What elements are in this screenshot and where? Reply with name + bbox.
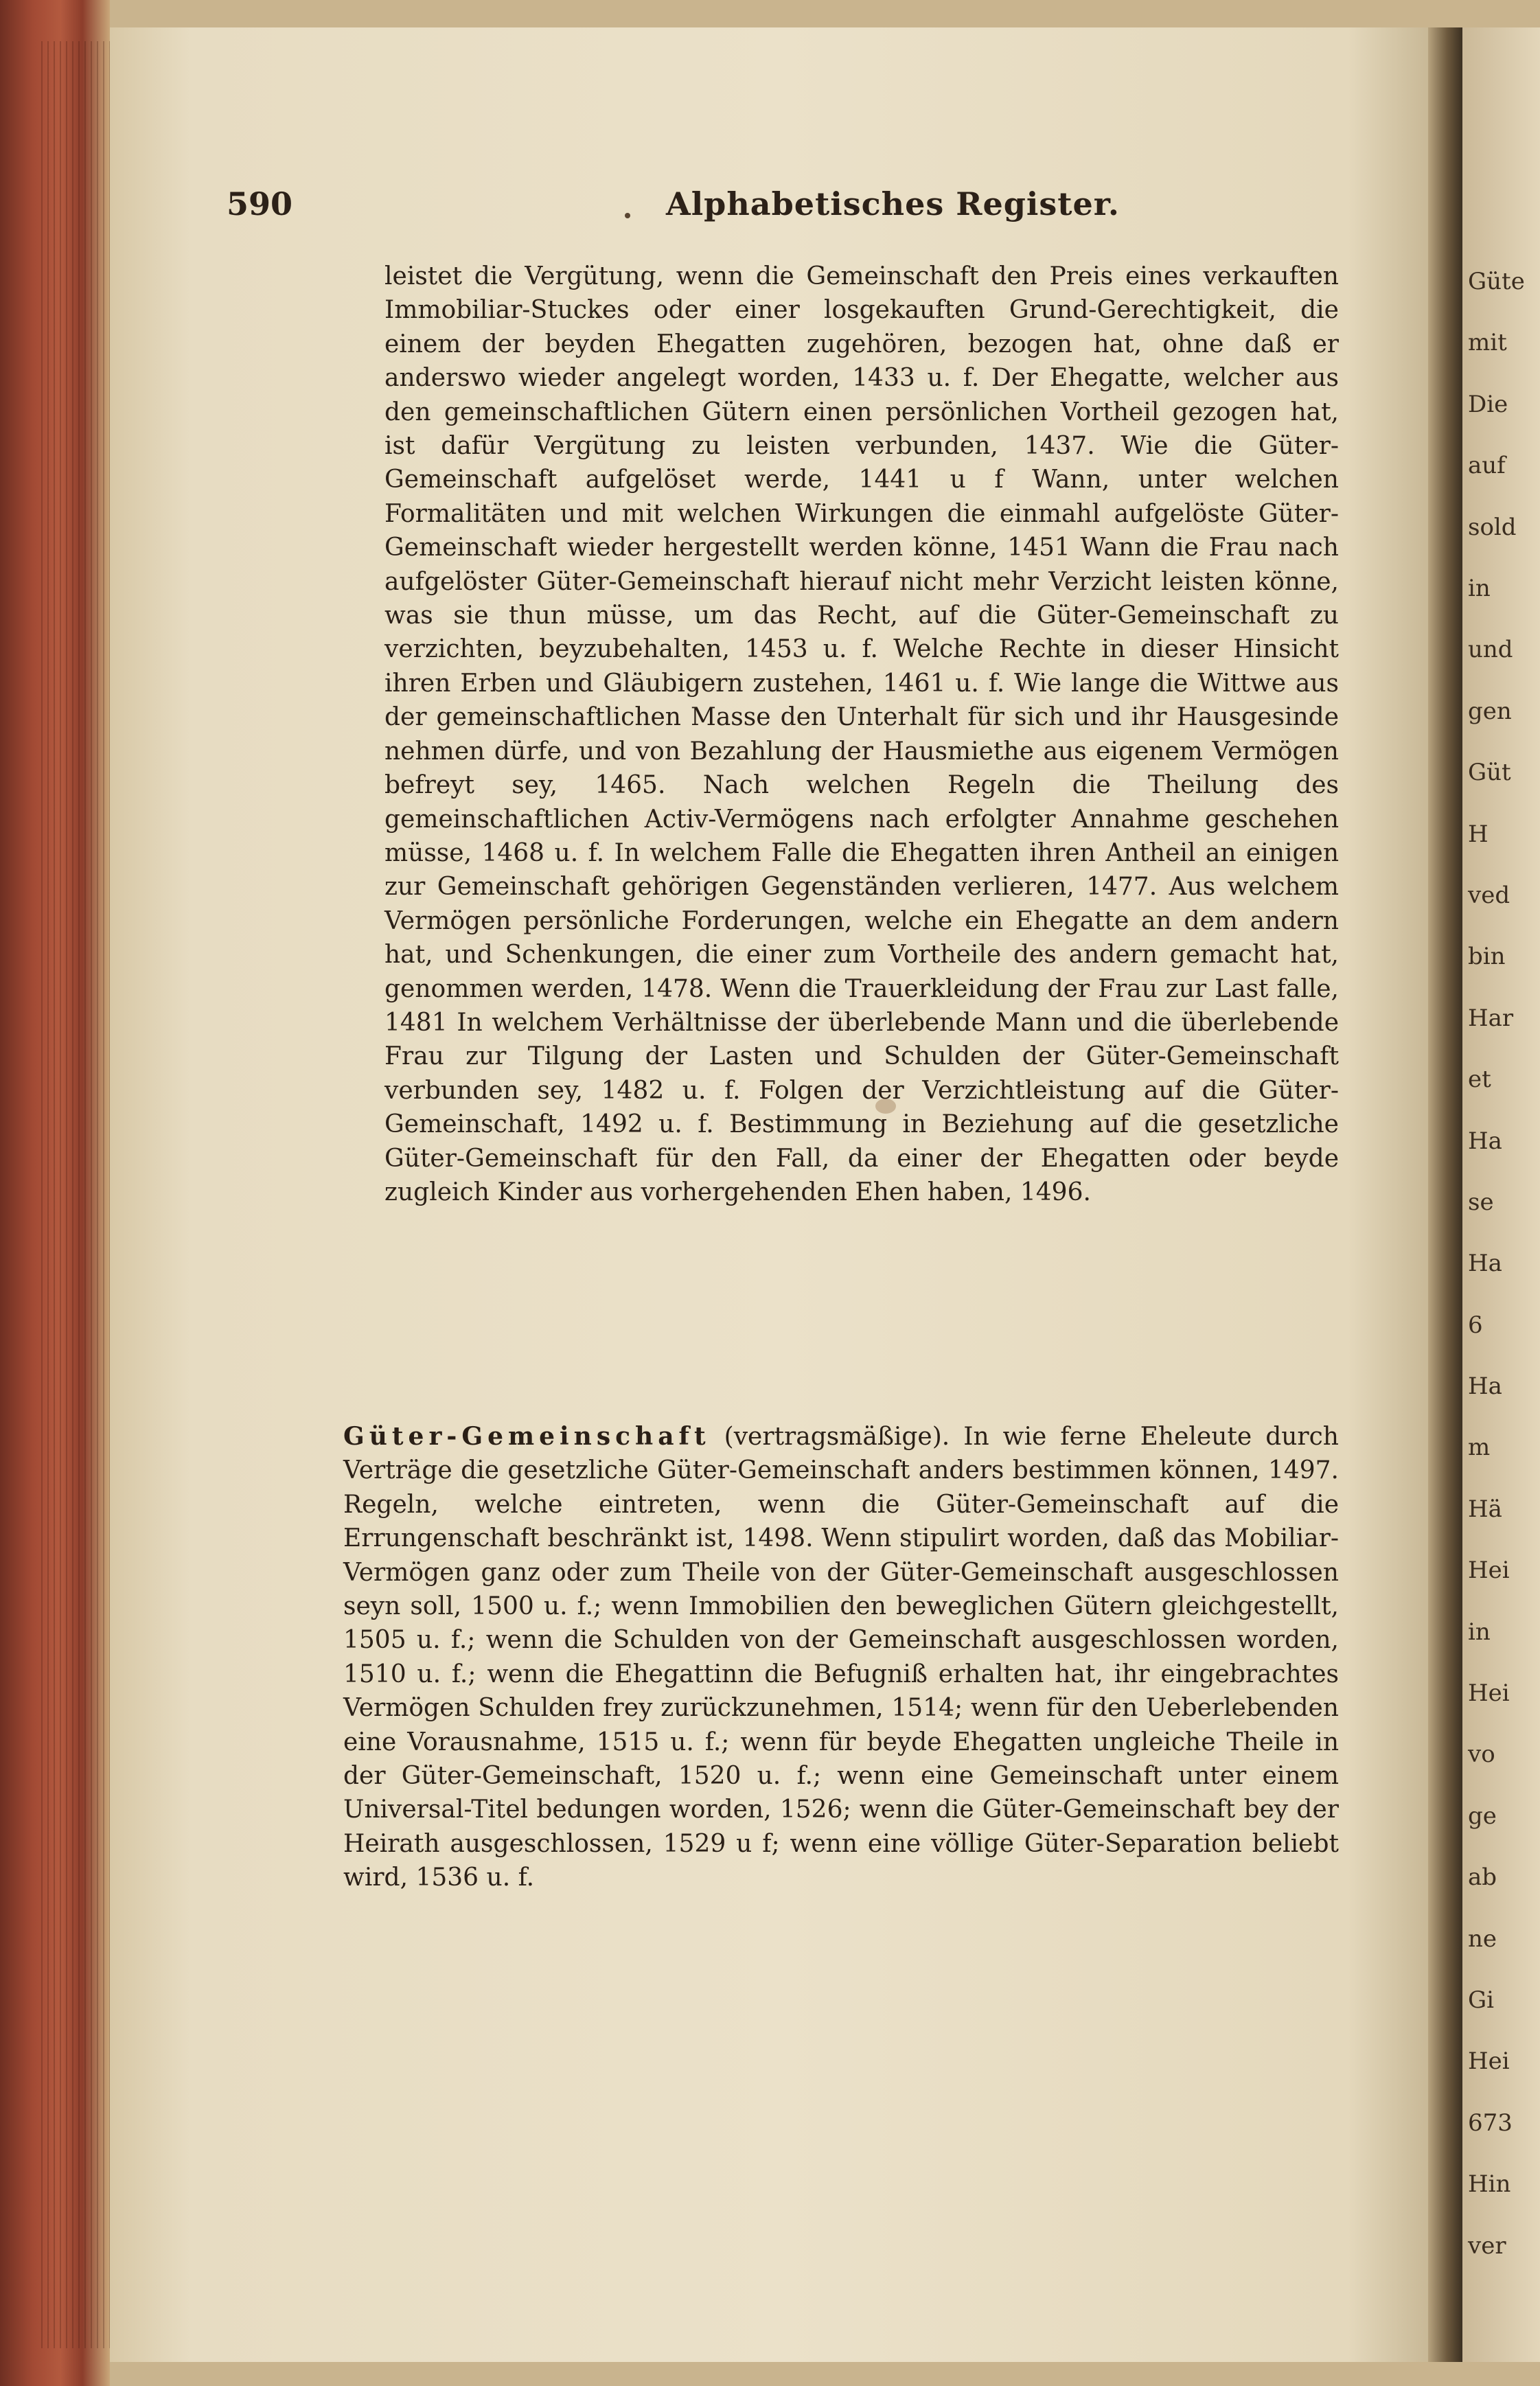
register-entry xyxy=(384,260,1339,1209)
next-page-edge xyxy=(1462,27,1540,2362)
next-page-fragment: ge xyxy=(1468,1802,1497,1830)
next-page-fragment: Die xyxy=(1468,390,1508,418)
next-page-fragment: und xyxy=(1468,636,1513,664)
register-entry xyxy=(343,1420,1339,1895)
page-stack-edge xyxy=(41,41,110,2348)
next-page-fragment: Hei xyxy=(1468,2047,1510,2076)
next-page-fragment: in xyxy=(1468,1618,1491,1646)
next-page-fragment: ne xyxy=(1468,1925,1497,1953)
next-page-fragment: ver xyxy=(1468,2232,1506,2260)
next-page-fragment: vo xyxy=(1468,1741,1495,1769)
next-page-fragment: m xyxy=(1468,1434,1491,1462)
next-page-fragment: Ha xyxy=(1468,1250,1502,1278)
paper-speck xyxy=(625,213,630,218)
page-number: 590 xyxy=(227,185,293,222)
next-page-fragment: gen xyxy=(1468,697,1512,725)
entry-paragraph xyxy=(343,1420,1339,1895)
next-page-fragment: Har xyxy=(1468,1004,1514,1032)
next-page-fragment: Güte xyxy=(1468,268,1525,295)
next-page-fragment: 673 xyxy=(1468,2109,1513,2137)
next-page-fragment: Hin xyxy=(1468,2170,1511,2199)
page-header xyxy=(227,185,1222,233)
next-page-fragment: Ha xyxy=(1468,1127,1502,1155)
next-page-fragment: et xyxy=(1468,1066,1491,1094)
next-page-fragment: Güt xyxy=(1468,759,1511,787)
next-page-fragment: bin xyxy=(1468,943,1506,971)
next-page-fragment: in xyxy=(1468,574,1491,602)
book-gutter xyxy=(1428,27,1462,2362)
next-page-fragment: auf xyxy=(1468,452,1506,480)
next-page-fragment: mit xyxy=(1468,329,1507,357)
next-page-fragment: Ha xyxy=(1468,1373,1502,1401)
entry-text: (vertragsmäßige). In wie ferne Eheleute durch Verträge die gesetzliche Güter-Gemeinschaft anders bestimmen können, 1497. Regeln, welche eintreten, wenn die Güter-Gemeinschaft auf die Errungenschaft beschränkt ist, 1498. Wenn stipulirt worden, daß das Mobiliar-Vermögen ganz oder zum Theile von der Güter-Gemeinschaft ausgeschlossen seyn soll, 1500 u. f.; wenn Immobilien den beweglichen Gütern gleichgestellt, 1505 u. f.; wenn die Schulden von der Gemeinschaft ausgeschlossen worden, 1510 u. f.; wenn die Ehegattinn die Befugniß erhalten hat, ihr eingebrachtes Vermögen Schulden frey zurückzunehmen, 1514; wenn für den Ueberlebenden eine Vorausnahme, 1515 u. f.; wenn für beyde Ehegatten ungleiche Theile in der Güter-Gemeinschaft, 1520 u. f.; wenn eine Gemeinschaft unter einem Universal-Titel bedungen worden, 1526; wenn die Güter-Gemeinschaft bey der Heirath ausgeschlossen, 1529 u f; wenn eine völlige Güter-Separation beliebt wird, 1536 u. f. xyxy=(343,1423,1339,1892)
paper-stain xyxy=(875,1099,896,1114)
entry-headword: Güter-Gemeinschaft xyxy=(343,1422,711,1451)
next-page-fragment: Hei xyxy=(1468,1557,1510,1585)
next-page-fragment: 6 xyxy=(1468,1311,1483,1339)
next-page-fragment: ab xyxy=(1468,1863,1497,1892)
next-page-fragment: Hei xyxy=(1468,1679,1510,1708)
next-page-fragment: sold xyxy=(1468,513,1517,541)
entry-text: leistet die Vergütung, wenn die Gemeinschaft den Preis eines verkauften Immobiliar-Stuckes oder einer losgekauften Grund-Gerechtigkeit, die einem der beyden Ehegatten zugehören, bezogen hat, ohne daß er anderswo wieder angelegt worden, 1433 u. f. Der Ehegatte, welcher aus den gemeinschaftlichen Gütern einen persönlichen Vortheil gezogen hat, ist dafür Vergütung zu leisten verbunden, 1437. Wie die Güter-Gemeinschaft aufgelöset werde, 1441 u f Wann, unter welchen Formalitäten und mit welchen Wirkungen die einmahl aufgelöste Güter-Gemeinschaft wieder hergestellt werden könne, 1451 Wann die Frau nach aufgelöster Güter-Gemeinschaft hierauf nicht mehr Verzicht leisten könne, was sie thun müsse, um das Recht, auf die Güter-Gemeinschaft zu verzichten, beyzubehalten, 1453 u. f. Welche Rechte in dieser Hinsicht ihren Erben und Gläubigern zustehen, 1461 u. f. Wie lange die Wittwe aus der gemeinschaftlichen Masse den Unterhalt für sich und ihr Hausgesinde nehmen dürfe, und von Bezahlung der Hausmiethe aus eigenem Vermögen befreyt sey, 1465. Nach welchen Regeln die Theilung des gemeinschaftlichen Activ-Vermögens nach erfolgter Annahme geschehen müsse, 1468 u. f. In welchem Falle die Ehegatten ihren Antheil an einigen zur Gemeinschaft gehörigen Gegenständen verlieren, 1477. Aus welchem Vermögen persönliche Forderungen, welche ein Ehegatte an dem andern hat, und Schenkungen, die einer zum Vortheile des andern gemacht hat, genommen werden, 1478. Wenn die Trauerkleidung der Frau zur Last falle, 1481 In welchem Verhältnisse der überlebende Mann und die überlebende Frau zur Tilgung der Lasten und Schulden der Güter-Gemeinschaft verbunden sey, 1482 u. f. Folgen der Verzichtleistung auf die Güter-Gemeinschaft, 1492 u. f. Bestimmung in Beziehung auf die gesetzliche Güter-Gemeinschaft für den Fall, da einer der Ehegatten oder beyde zugleich Kinder aus vorhergehenden Ehen haben, 1496. xyxy=(384,262,1339,1206)
next-page-fragment: Hä xyxy=(1468,1495,1502,1523)
next-page-fragment: H xyxy=(1468,820,1489,848)
next-page-fragment: se xyxy=(1468,1188,1494,1216)
running-title: Alphabetisches Register. xyxy=(666,185,1120,222)
next-page-fragment: ved xyxy=(1468,881,1510,909)
next-page-fragment: Gi xyxy=(1468,1986,1495,2015)
